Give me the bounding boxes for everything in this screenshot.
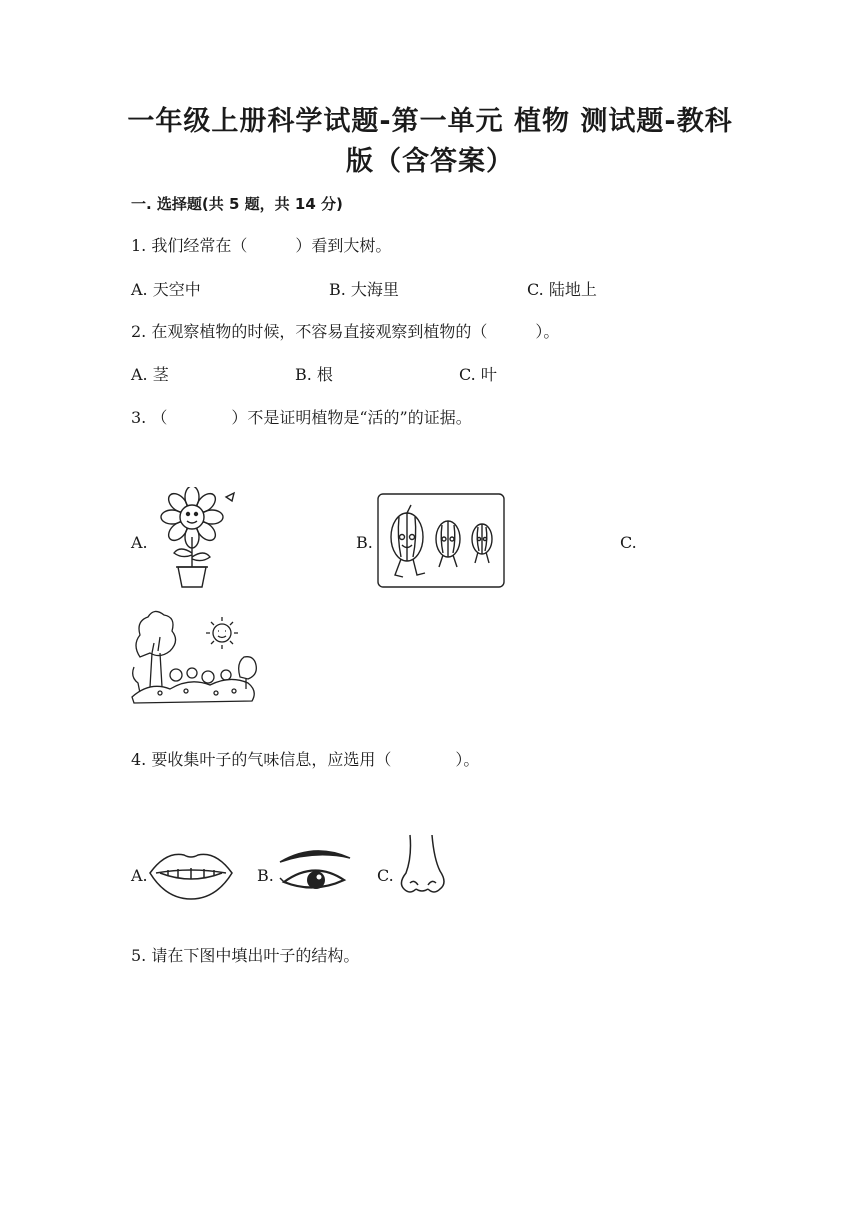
q2-option-a: A. 茎 xyxy=(131,365,169,384)
q2-option-b: B. 根 xyxy=(295,365,333,384)
eye-icon xyxy=(278,848,352,900)
nose-icon xyxy=(396,833,450,897)
title-line-2: 版（含答案） xyxy=(346,146,514,177)
walking-watermelons-icon xyxy=(377,493,505,588)
question-5: 5. 请在下图中填出叶子的结构。 xyxy=(131,946,360,965)
section-heading: 一. 选择题(共 5 题，共 14 分) xyxy=(131,195,343,213)
garden-scene-icon xyxy=(130,607,262,709)
q2-option-c: C. 叶 xyxy=(459,365,497,384)
q4-option-b: B. xyxy=(257,866,274,885)
question-2: 2. 在观察植物的时候，不容易直接观察到植物的（ ）。 xyxy=(131,322,560,341)
question-4: 4. 要收集叶子的气味信息，应选用（ ）。 xyxy=(131,750,480,769)
q3-option-a: A. xyxy=(131,533,148,552)
q1-option-a: A. 天空中 xyxy=(131,280,201,299)
mouth-icon xyxy=(146,843,236,903)
q3-option-c: C. xyxy=(620,533,637,552)
q4-option-a: A. xyxy=(131,866,148,885)
question-3: 3. （ ）不是证明植物是“活的”的证据。 xyxy=(131,408,472,427)
q1-option-c: C. 陆地上 xyxy=(527,280,597,299)
q4-option-c: C. xyxy=(377,866,394,885)
q3-option-b: B. xyxy=(356,533,373,552)
q1-option-b: B. 大海里 xyxy=(329,280,399,299)
flower-in-pot-icon xyxy=(150,487,242,593)
title-line-1: 一年级上册科学试题-第一单元 植物 测试题-教科 xyxy=(127,106,733,137)
page-title xyxy=(110,102,750,182)
question-1: 1. 我们经常在（ ）看到大树。 xyxy=(131,236,392,255)
